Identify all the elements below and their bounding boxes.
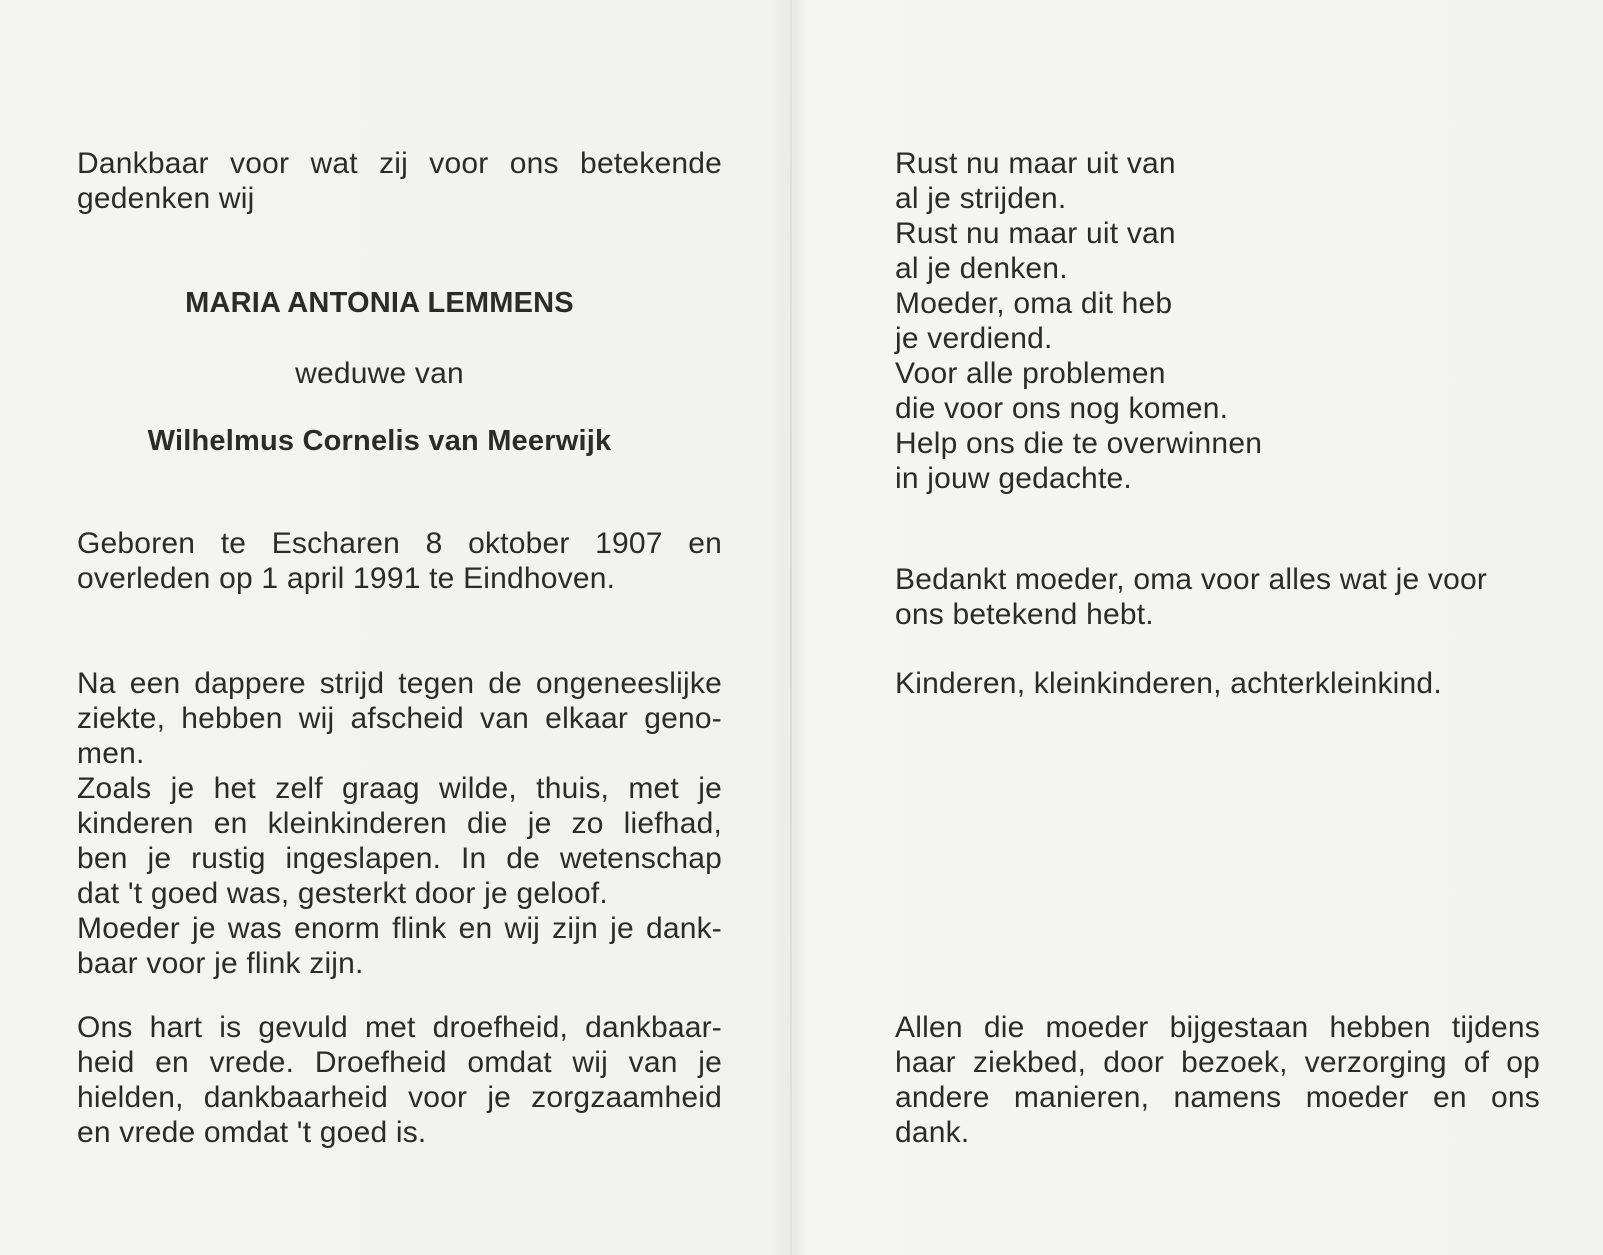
paragraph-heart xyxy=(77,1010,722,1150)
paragraph-line: ben je rustig ingeslapen. In de wetenschap xyxy=(77,842,722,875)
thanks-text xyxy=(895,562,1540,632)
birth-death-text xyxy=(77,526,722,596)
poem-line: Rust nu maar uit van xyxy=(895,217,1176,250)
acknowledgement-line: Allen die moeder bijgestaan hebben tijdens xyxy=(895,1011,1540,1044)
thanks-line: ons betekend hebt. xyxy=(895,598,1154,631)
poem-line: je verdiend. xyxy=(895,322,1053,355)
intro-line: gedenken wij xyxy=(77,182,255,215)
intro-line: Dankbaar voor wat zij voor ons betekende xyxy=(77,147,722,180)
deceased-name: MARIA ANTONIA LEMMENS xyxy=(185,287,574,319)
intro-text xyxy=(77,146,722,216)
paragraph-line: Moeder je was enorm flink en wij zijn je dank- xyxy=(77,912,722,945)
death-line: overleden op 1 april 1991 te Eindhoven. xyxy=(77,562,616,595)
paragraph-line: men. xyxy=(77,737,145,770)
poem xyxy=(895,146,1540,496)
card-fold-line xyxy=(790,0,792,1255)
birth-line: Geboren te Escharen 8 oktober 1907 en xyxy=(77,527,722,560)
paragraph-line: Na een dappere strijd tegen de ongeneeslijke xyxy=(77,667,722,700)
poem-line: Rust nu maar uit van xyxy=(895,147,1176,180)
acknowledgement-line: dank. xyxy=(895,1116,970,1149)
paragraph-line: heid en vrede. Droefheid omdat wij van je xyxy=(77,1046,722,1079)
paragraph-line: dat 't goed was, gesterkt door je geloof. xyxy=(77,877,608,910)
poem-line: in jouw gedachte. xyxy=(895,462,1132,495)
paragraph-line: hielden, dankbaarheid voor je zorgzaamheid xyxy=(77,1081,722,1114)
poem-line: al je strijden. xyxy=(895,182,1067,215)
widow-of-label: weduwe van xyxy=(295,357,464,390)
spouse-name: Wilhelmus Cornelis van Meerwijk xyxy=(147,425,612,457)
paragraph-line: Zoals je het zelf graag wilde, thuis, met je xyxy=(77,772,722,805)
family-signature: Kinderen, kleinkinderen, achterkleinkind. xyxy=(895,667,1442,700)
acknowledgement-text xyxy=(895,1010,1540,1150)
paragraph-line: ziekte, hebben wij afscheid van elkaar geno- xyxy=(77,702,722,735)
poem-line: die voor ons nog komen. xyxy=(895,392,1229,425)
poem-line: Moeder, oma dit heb xyxy=(895,287,1173,320)
paragraph-line: baar voor je flink zijn. xyxy=(77,947,364,980)
acknowledgement-line: haar ziekbed, door bezoek, verzorging of op xyxy=(895,1046,1540,1079)
paragraph-line: Ons hart is gevuld met droefheid, dankbaar- xyxy=(77,1011,722,1044)
paragraph-line: en vrede omdat 't goed is. xyxy=(77,1116,427,1149)
paragraph-struggle xyxy=(77,666,722,981)
poem-line: al je denken. xyxy=(895,252,1068,285)
acknowledgement-line: andere manieren, namens moeder en ons xyxy=(895,1081,1540,1114)
thanks-line: Bedankt moeder, oma voor alles wat je voor xyxy=(895,563,1488,596)
poem-line: Help ons die te overwinnen xyxy=(895,427,1263,460)
poem-line: Voor alle problemen xyxy=(895,357,1166,390)
paragraph-line: kinderen en kleinkinderen die je zo liefhad, xyxy=(77,807,722,840)
